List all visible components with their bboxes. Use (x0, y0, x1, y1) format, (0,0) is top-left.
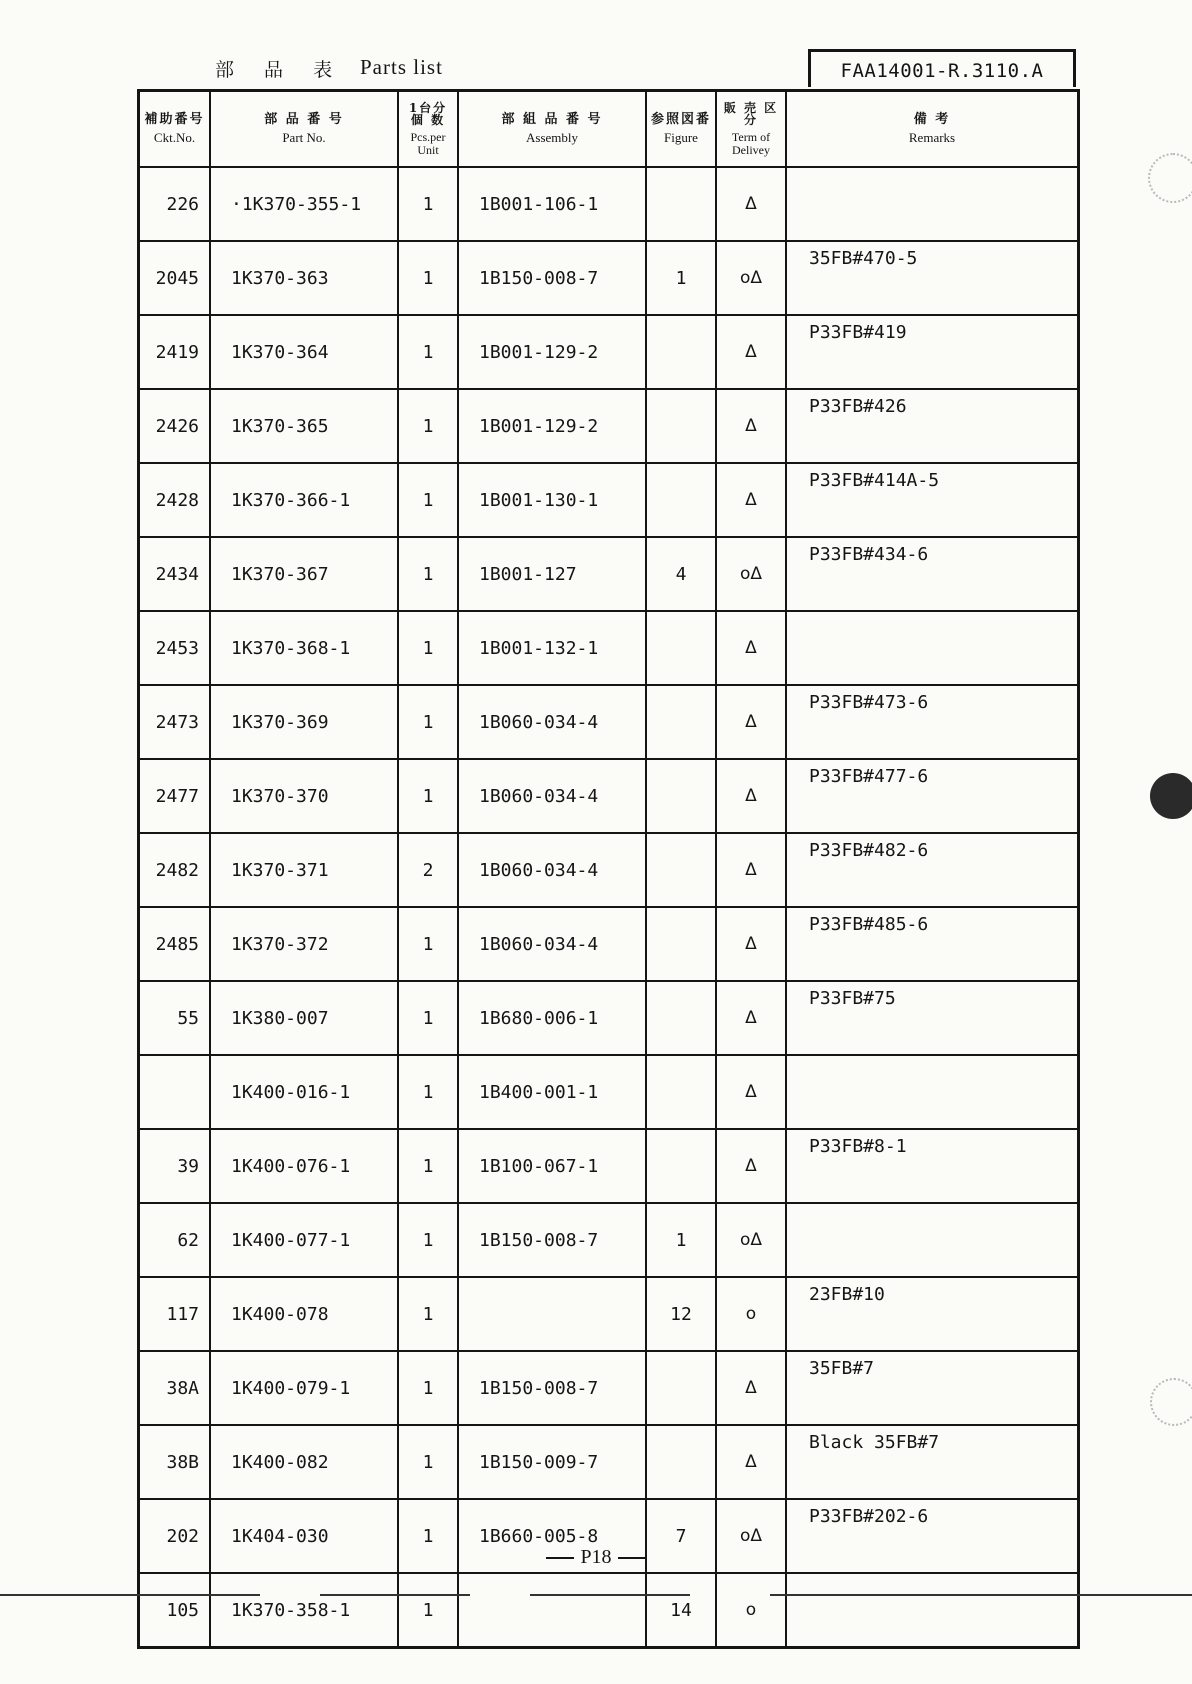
cell-pcs: 1 (398, 1425, 458, 1499)
cell-assembly: 1B001-106-1 (458, 167, 646, 241)
cell-pcs: 2 (398, 833, 458, 907)
col-pcs-jp: 1台分 個 数 (408, 100, 448, 128)
cell-figure (646, 685, 716, 759)
cell-part: 1K400-016-1 (210, 1055, 398, 1129)
cell-part: 1K370-358-1 (210, 1573, 398, 1646)
cell-term: Δ (716, 611, 786, 685)
cell-term: Δ (716, 167, 786, 241)
cell-term: Δ (716, 685, 786, 759)
cell-remarks: P33FB#426 (786, 389, 1077, 463)
cell-assembly: 1B001-129-2 (458, 389, 646, 463)
binder-hole-top (1148, 153, 1192, 203)
page-footer (0, 1546, 1192, 1569)
parts-rows (140, 167, 1077, 1646)
footer-dash-right (618, 1557, 646, 1559)
binder-hole-middle (1150, 773, 1192, 819)
cell-figure: 14 (646, 1573, 716, 1646)
parts-table-frame (137, 89, 1080, 1649)
cell-ckt: 226 (140, 167, 210, 241)
cell-remarks: P33FB#202-6 (786, 1499, 1077, 1573)
bottom-rule-3 (530, 1594, 690, 1596)
cell-term: Δ (716, 1129, 786, 1203)
col-part-jp: 部 品 番 号 (264, 112, 344, 128)
cell-ckt: 2482 (140, 833, 210, 907)
cell-assembly (458, 1277, 646, 1351)
cell-part: 1K400-078 (210, 1277, 398, 1351)
cell-figure (646, 1351, 716, 1425)
cell-remarks: 35FB#7 (786, 1351, 1077, 1425)
col-ckt (140, 92, 210, 167)
cell-ckt: 2485 (140, 907, 210, 981)
cell-figure: 4 (646, 537, 716, 611)
cell-ckt: 202 (140, 1499, 210, 1573)
cell-assembly: 1B001-127 (458, 537, 646, 611)
col-ckt-jp: 補助番号 (144, 112, 205, 128)
cell-figure: 1 (646, 1203, 716, 1277)
cell-ckt: 2419 (140, 315, 210, 389)
cell-remarks: P33FB#75 (786, 981, 1077, 1055)
title-japanese: 部 品 表 (215, 59, 345, 81)
page-number: P18 (580, 1546, 612, 1568)
cell-remarks: P33FB#414A-5 (786, 463, 1077, 537)
document-number: FAA14001-R.3110.A (808, 49, 1076, 87)
cell-assembly: 1B060-034-4 (458, 685, 646, 759)
cell-remarks: P33FB#434-6 (786, 537, 1077, 611)
cell-figure (646, 759, 716, 833)
cell-ckt: 2426 (140, 389, 210, 463)
cell-remarks: 35FB#470-5 (786, 241, 1077, 315)
table-row (140, 167, 1077, 241)
col-part-en: Part No. (282, 130, 326, 145)
cell-remarks: P33FB#8-1 (786, 1129, 1077, 1203)
cell-remarks (786, 167, 1077, 241)
cell-pcs: 1 (398, 1055, 458, 1129)
cell-assembly: 1B680-006-1 (458, 981, 646, 1055)
cell-pcs: 1 (398, 1499, 458, 1573)
cell-part: 1K370-366-1 (210, 463, 398, 537)
bottom-rule-2 (320, 1594, 470, 1596)
cell-assembly: 1B001-132-1 (458, 611, 646, 685)
cell-ckt: 2428 (140, 463, 210, 537)
cell-pcs: 1 (398, 981, 458, 1055)
cell-term: o (716, 1573, 786, 1646)
col-pcs-en: Pcs.per Unit (410, 130, 446, 157)
col-term (716, 92, 786, 167)
cell-remarks: P33FB#482-6 (786, 833, 1077, 907)
binder-hole-bottom (1150, 1378, 1192, 1426)
cell-ckt: 38B (140, 1425, 210, 1499)
table-row (140, 1055, 1077, 1129)
cell-assembly: 1B150-009-7 (458, 1425, 646, 1499)
cell-figure (646, 981, 716, 1055)
cell-part: 1K400-079-1 (210, 1351, 398, 1425)
cell-remarks (786, 1055, 1077, 1129)
col-ckt-en: Ckt.No. (153, 130, 196, 145)
cell-assembly: 1B150-008-7 (458, 1203, 646, 1277)
table-row (140, 315, 1077, 389)
table-row (140, 537, 1077, 611)
cell-assembly: 1B060-034-4 (458, 907, 646, 981)
cell-term: Δ (716, 389, 786, 463)
cell-figure (646, 611, 716, 685)
cell-assembly: 1B150-008-7 (458, 241, 646, 315)
cell-ckt: 2453 (140, 611, 210, 685)
table-row (140, 981, 1077, 1055)
cell-pcs: 1 (398, 315, 458, 389)
col-term-jp: 販 売 区 分 (723, 100, 779, 128)
table-row (140, 1425, 1077, 1499)
cell-term: Δ (716, 759, 786, 833)
cell-term: Δ (716, 315, 786, 389)
cell-pcs: 1 (398, 685, 458, 759)
cell-assembly: 1B060-034-4 (458, 833, 646, 907)
cell-assembly: 1B100-067-1 (458, 1129, 646, 1203)
cell-part: 1K370-370 (210, 759, 398, 833)
cell-part: 1K370-371 (210, 833, 398, 907)
cell-figure (646, 1425, 716, 1499)
cell-part: 1K370-372 (210, 907, 398, 981)
cell-ckt (140, 1055, 210, 1129)
cell-ckt: 117 (140, 1277, 210, 1351)
cell-part: 1K400-077-1 (210, 1203, 398, 1277)
table-row (140, 1351, 1077, 1425)
cell-term: Δ (716, 907, 786, 981)
cell-remarks: P33FB#485-6 (786, 907, 1077, 981)
cell-pcs: 1 (398, 1203, 458, 1277)
cell-remarks: P33FB#477-6 (786, 759, 1077, 833)
cell-assembly: 1B001-130-1 (458, 463, 646, 537)
cell-figure (646, 833, 716, 907)
cell-pcs: 1 (398, 1573, 458, 1646)
cell-figure (646, 907, 716, 981)
cell-figure (646, 1055, 716, 1129)
cell-assembly (458, 1573, 646, 1646)
footer-dash-left (546, 1557, 574, 1559)
col-part (210, 92, 398, 167)
bottom-rule-4 (770, 1594, 1192, 1596)
cell-ckt: 62 (140, 1203, 210, 1277)
table-row (140, 1573, 1077, 1646)
cell-term: Δ (716, 833, 786, 907)
col-assembly-en: Assembly (526, 130, 578, 145)
parts-table (140, 92, 1077, 1646)
table-row (140, 759, 1077, 833)
cell-assembly: 1B150-008-7 (458, 1351, 646, 1425)
table-row (140, 907, 1077, 981)
cell-pcs: 1 (398, 389, 458, 463)
col-pcs (398, 92, 458, 167)
cell-ckt: 2477 (140, 759, 210, 833)
cell-pcs: 1 (398, 759, 458, 833)
cell-part: 1K370-365 (210, 389, 398, 463)
table-row (140, 685, 1077, 759)
cell-remarks (786, 1573, 1077, 1646)
cell-remarks: P33FB#419 (786, 315, 1077, 389)
cell-part: 1K370-368-1 (210, 611, 398, 685)
cell-term: oΔ (716, 241, 786, 315)
cell-remarks (786, 611, 1077, 685)
cell-part: 1K370-364 (210, 315, 398, 389)
cell-term: Δ (716, 1055, 786, 1129)
cell-remarks: Black 35FB#7 (786, 1425, 1077, 1499)
cell-part: 1K370-367 (210, 537, 398, 611)
col-term-en: Term of Delivey (731, 130, 771, 157)
cell-pcs: 1 (398, 167, 458, 241)
table-row (140, 463, 1077, 537)
col-assembly (458, 92, 646, 167)
cell-remarks: P33FB#473-6 (786, 685, 1077, 759)
cell-pcs: 1 (398, 241, 458, 315)
cell-part: 1K370-363 (210, 241, 398, 315)
cell-ckt: 39 (140, 1129, 210, 1203)
cell-ckt: 2045 (140, 241, 210, 315)
cell-term: o (716, 1277, 786, 1351)
cell-term: oΔ (716, 1499, 786, 1573)
cell-part: 1K404-030 (210, 1499, 398, 1573)
cell-term: oΔ (716, 537, 786, 611)
cell-term: Δ (716, 1351, 786, 1425)
table-row (140, 1129, 1077, 1203)
cell-term: Δ (716, 981, 786, 1055)
cell-ckt: 2473 (140, 685, 210, 759)
cell-ckt: 2434 (140, 537, 210, 611)
cell-term: oΔ (716, 1203, 786, 1277)
table-row (140, 833, 1077, 907)
cell-figure: 7 (646, 1499, 716, 1573)
cell-pcs: 1 (398, 1351, 458, 1425)
cell-figure: 12 (646, 1277, 716, 1351)
table-row (140, 1203, 1077, 1277)
cell-ckt: 105 (140, 1573, 210, 1646)
title-english: Parts list (360, 55, 443, 79)
cell-term: Δ (716, 463, 786, 537)
cell-assembly: 1B660-005-8 (458, 1499, 646, 1573)
cell-figure: 1 (646, 241, 716, 315)
col-figure (646, 92, 716, 167)
bottom-rule-1 (0, 1594, 260, 1596)
cell-pcs: 1 (398, 1277, 458, 1351)
col-assembly-jp: 部 組 品 番 号 (501, 112, 603, 128)
col-figure-jp: 参照図番 (650, 112, 711, 128)
cell-remarks: 23FB#10 (786, 1277, 1077, 1351)
table-row (140, 389, 1077, 463)
cell-part: 1K400-082 (210, 1425, 398, 1499)
cell-ckt: 38A (140, 1351, 210, 1425)
cell-ckt: 55 (140, 981, 210, 1055)
cell-assembly: 1B400-001-1 (458, 1055, 646, 1129)
cell-part: 1K370-369 (210, 685, 398, 759)
table-row (140, 1277, 1077, 1351)
table-row (140, 611, 1077, 685)
cell-figure (646, 389, 716, 463)
table-row (140, 241, 1077, 315)
cell-pcs: 1 (398, 463, 458, 537)
cell-assembly: 1B001-129-2 (458, 315, 646, 389)
cell-figure (646, 167, 716, 241)
cell-pcs: 1 (398, 611, 458, 685)
col-figure-en: Figure (664, 130, 698, 145)
cell-part: 1K400-076-1 (210, 1129, 398, 1203)
cell-pcs: 1 (398, 907, 458, 981)
cell-pcs: 1 (398, 537, 458, 611)
cell-assembly: 1B060-034-4 (458, 759, 646, 833)
cell-part: ·1K370-355-1 (210, 167, 398, 241)
col-remarks-jp: 備 考 (913, 112, 951, 128)
cell-term: Δ (716, 1425, 786, 1499)
header-row (140, 92, 1077, 167)
col-remarks-en: Remarks (908, 130, 956, 145)
cell-figure (646, 315, 716, 389)
cell-figure (646, 1129, 716, 1203)
cell-part: 1K380-007 (210, 981, 398, 1055)
col-remarks (786, 92, 1077, 167)
cell-pcs: 1 (398, 1129, 458, 1203)
cell-remarks (786, 1203, 1077, 1277)
cell-figure (646, 463, 716, 537)
